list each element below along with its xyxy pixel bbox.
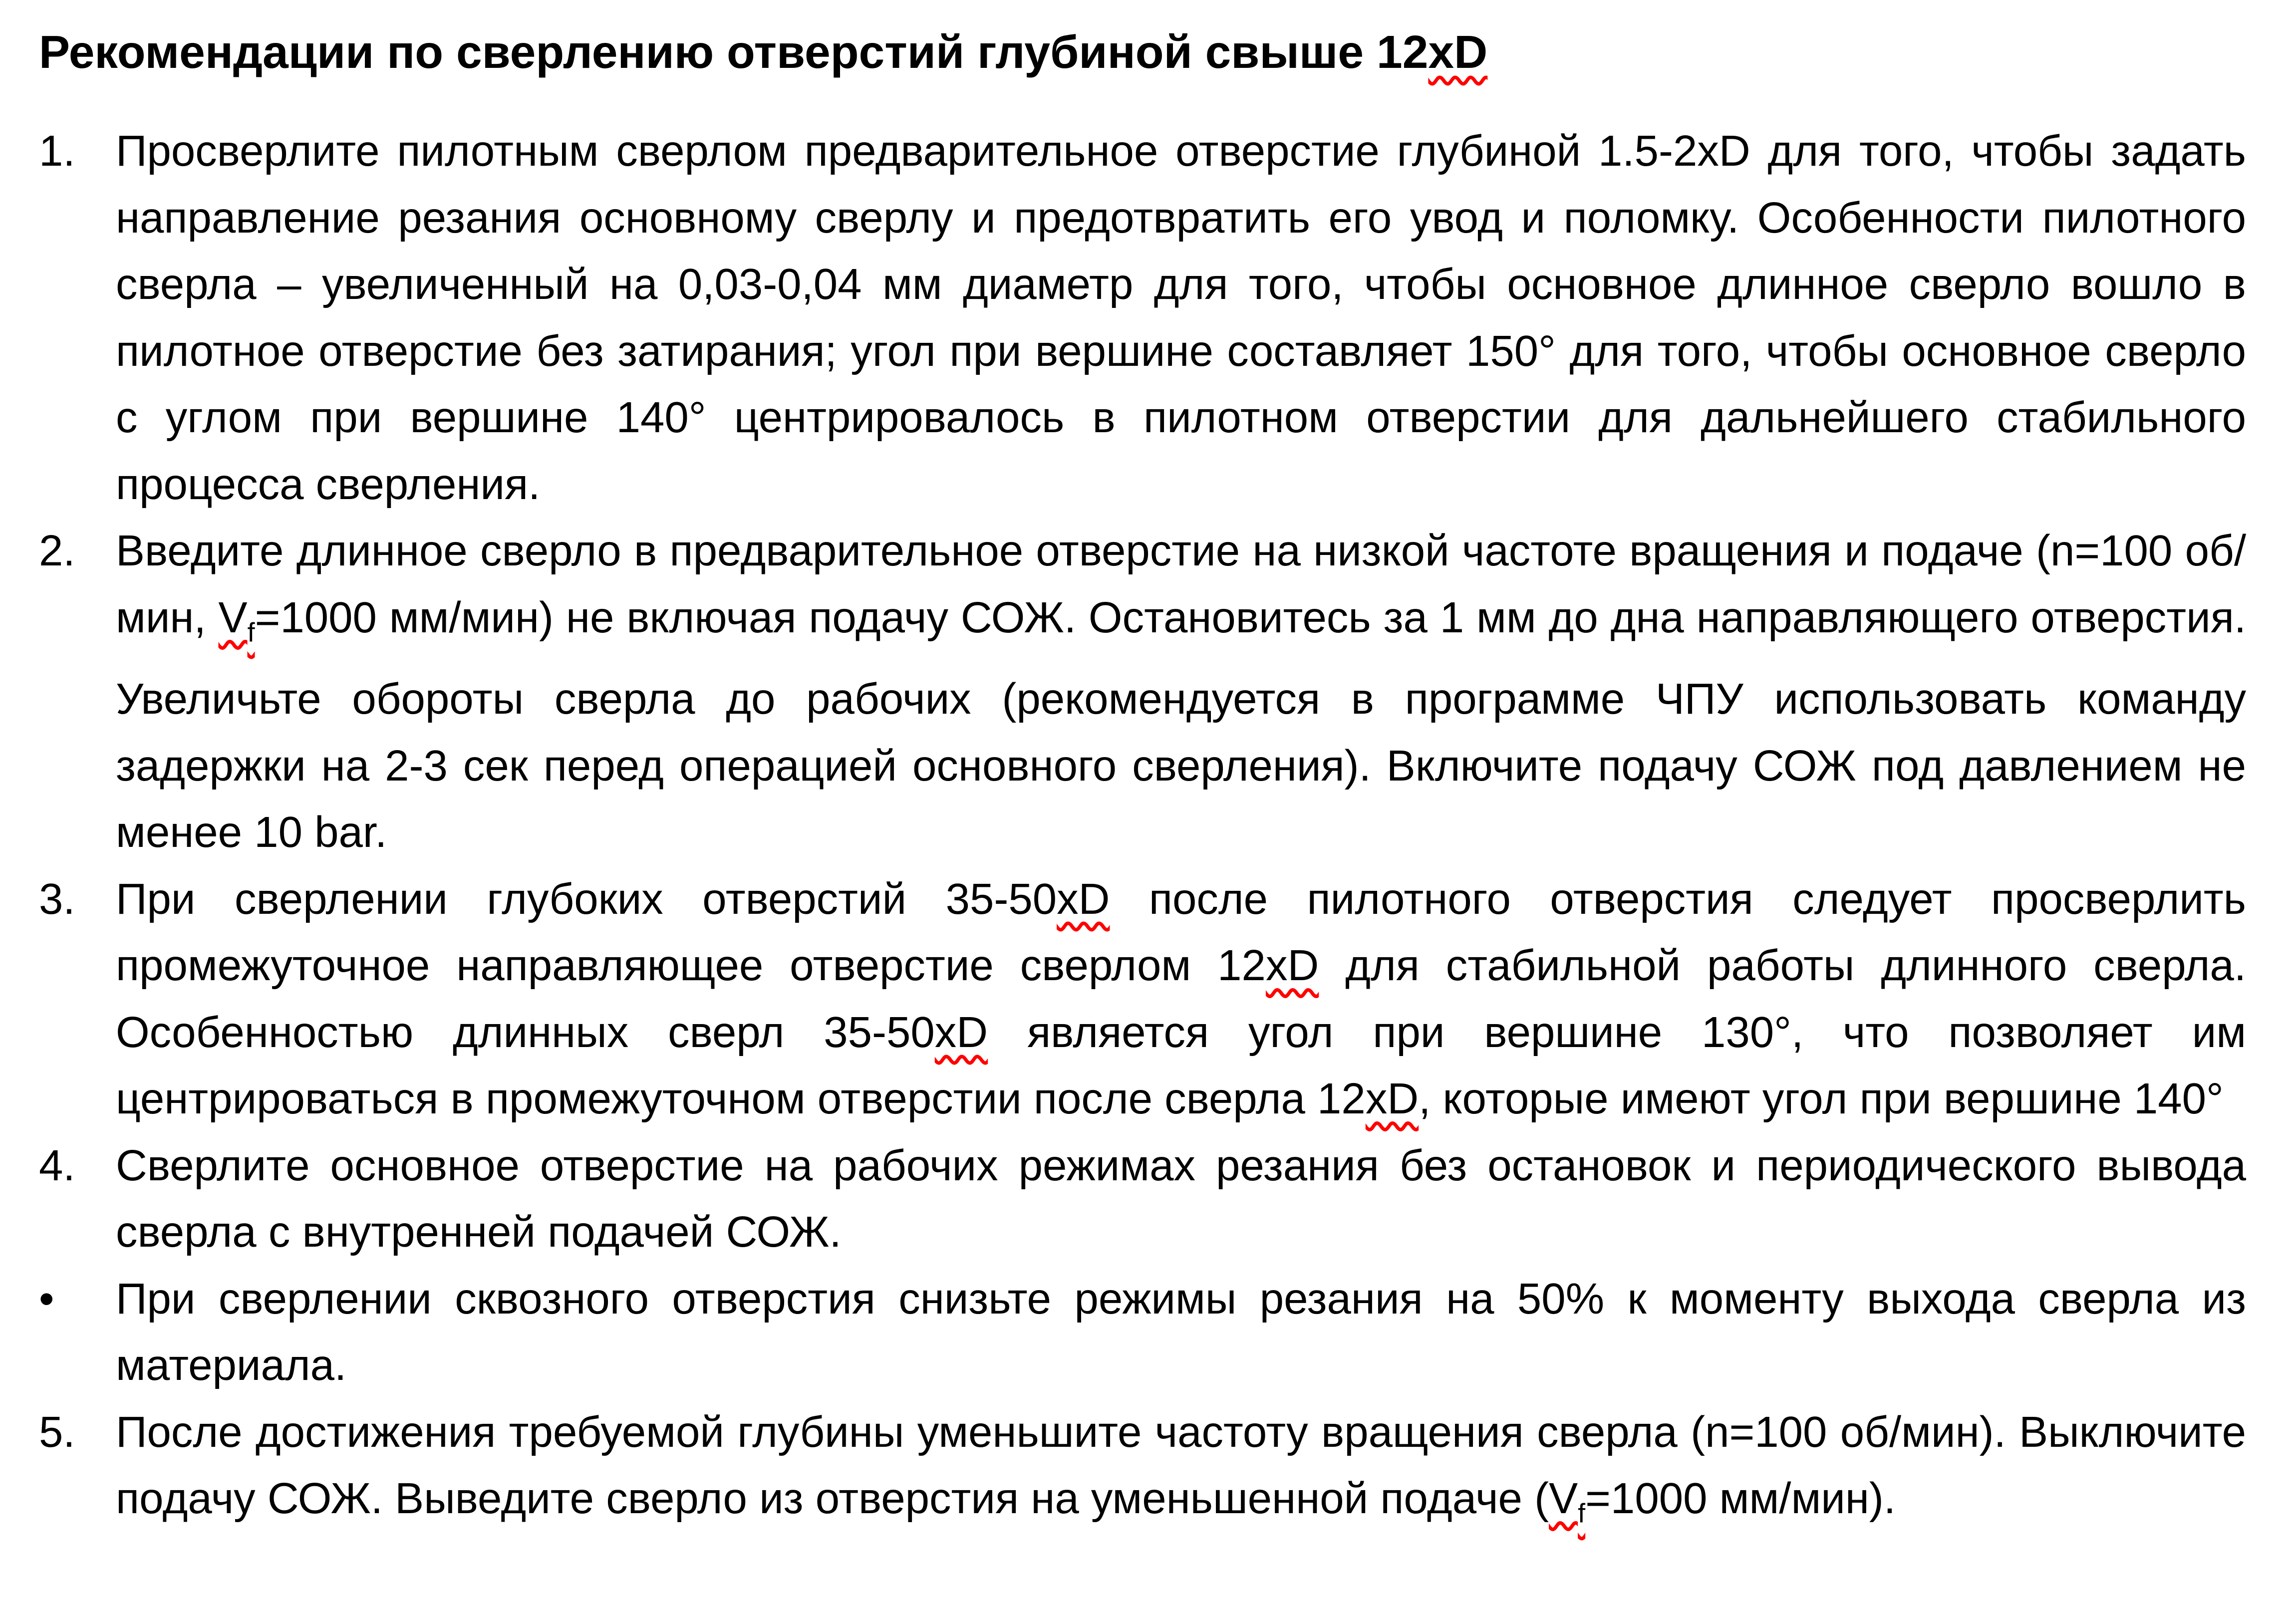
list-item xyxy=(39,1266,2246,1399)
text-segment: =1000 мм/мин) не включая подачу СОЖ. Остановитесь за 1 мм до дна направляющего отверстия. Увеличьте обороты сверла до рабочих (рекомендуется в программе ЧПУ использовать команду задержки на 2-3 сек перед операцией основного сверления). Включите подачу СОЖ под давлением не менее 10 bar. xyxy=(116,593,2246,857)
misspelled-text: f xyxy=(247,617,255,647)
list-item-number: 3. xyxy=(39,874,75,923)
text-segment: При сверлении сквозного отверстия снизьте режимы резания на 50% к моменту выхода сверла из материала. xyxy=(116,1274,2246,1390)
text-segment: При сверлении глубоких отверстий 35-50 xyxy=(116,874,1057,923)
list-item-text xyxy=(116,527,2246,856)
list-item xyxy=(39,118,2246,518)
list-item xyxy=(39,1132,2246,1266)
recommendations-list xyxy=(39,118,2246,1547)
text-segment: для стабильной работы длинного сверла. Особенностью длинных сверл 35-50 xyxy=(116,941,2246,1057)
text-segment: После достижения требуемой глубины уменьшите частоту вращения сверла (n=100 об/мин). Выключите подачу СОЖ. Выведите сверло из отверстия на уменьшенной подаче ( xyxy=(116,1407,2246,1523)
text-segment: , которые имеют угол при вершине 140° xyxy=(1419,1074,2224,1123)
list-item xyxy=(39,1399,2246,1547)
list-item xyxy=(39,866,2246,1132)
list-item-text xyxy=(116,875,2246,1123)
list-item-text xyxy=(116,1407,2246,1529)
misspelled-text: xD xyxy=(1428,26,1488,78)
list-item-number: 4. xyxy=(39,1141,75,1190)
misspelled-text: V xyxy=(218,593,248,642)
misspelled-text: xD xyxy=(1057,874,1110,923)
list-item-number: 1. xyxy=(39,127,75,175)
misspelled-text: xD xyxy=(1365,1074,1419,1123)
text-segment: является угол при вершине 130°, что позволяет им центрироваться в промежуточном отверстии после сверла 12 xyxy=(116,1008,2247,1123)
text-segment: Сверлите основное отверстие на рабочих режимах резания без остановок и периодического вывода сверла с внутренней подачей СОЖ. xyxy=(116,1141,2246,1257)
misspelled-text: V xyxy=(1549,1474,1578,1523)
list-item-number: 2. xyxy=(39,527,75,575)
list-item-number: 5. xyxy=(39,1407,75,1456)
misspelled-text: f xyxy=(1578,1498,1586,1529)
text-segment: Введите длинное сверло в предварительное отверстие на низкой частоте вращения и подаче (n=100 об/мин, xyxy=(116,527,2246,642)
text-segment: Рекомендации по сверлению отверстий глубиной свыше 12 xyxy=(39,26,1429,78)
text-segment: =1000 мм/мин). xyxy=(1585,1474,1896,1523)
list-item-text xyxy=(116,127,2246,509)
list-item xyxy=(39,518,2246,866)
list-item-text xyxy=(116,1141,2246,1257)
document-title xyxy=(39,22,2246,82)
text-segment: после пилотного отверстия следует просверлить промежуточное направляющее отверстие сверлом 12 xyxy=(116,874,2247,990)
list-item-text xyxy=(116,1275,2246,1390)
misspelled-text: xD xyxy=(1265,941,1319,990)
list-item-bullet: • xyxy=(39,1274,54,1323)
misspelled-text: xD xyxy=(934,1008,988,1057)
text-segment: Просверлите пилотным сверлом предварительное отверстие глубиной 1.5-2xD для того, чтобы задать направление резания основному сверлу и предотвратить его увод и поломку. Особенности пилотного сверла – увеличенный на 0,03-0,04 мм диаметр для того, чтобы основное длинное сверло вошло в пилотное отверстие без затирания; угол при вершине составляет 150° для того, чтобы основное сверло с углом при вершине 140° центрировалось в пилотном отверстии для дальнейшего стабильного процесса сверления. xyxy=(116,127,2246,509)
